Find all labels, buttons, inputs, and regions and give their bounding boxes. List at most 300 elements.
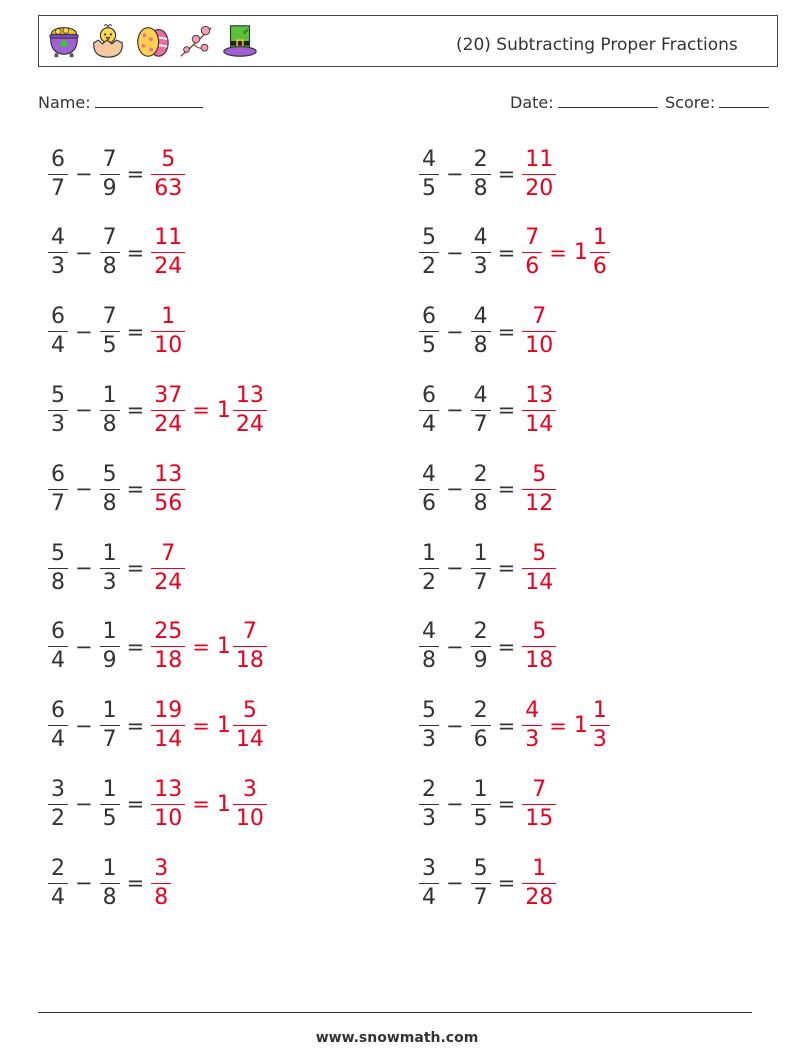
numerator: 1 <box>102 619 117 645</box>
answer <box>149 620 269 673</box>
mixed-whole: 1 <box>216 397 231 423</box>
minuend-fraction <box>46 778 70 831</box>
minus-sign: − <box>75 162 93 186</box>
numerator: 7 <box>102 146 117 172</box>
answer <box>520 226 612 279</box>
numerator: 11 <box>154 225 183 251</box>
equals-sign: = <box>497 634 516 659</box>
answer-fraction <box>520 620 558 673</box>
score-blank[interactable] <box>719 106 769 108</box>
answer-fraction <box>520 778 558 831</box>
denominator: 24 <box>151 410 185 437</box>
minuend-fraction <box>417 148 441 201</box>
numerator: 4 <box>525 698 540 724</box>
numerator: 13 <box>235 382 264 408</box>
problem-13 <box>46 617 269 677</box>
numerator: 7 <box>161 540 176 566</box>
answer <box>149 542 187 595</box>
answer <box>149 699 269 752</box>
minus-sign: − <box>75 713 93 738</box>
denominator: 10 <box>522 331 556 358</box>
numerator: 2 <box>473 146 488 172</box>
minuend-fraction <box>417 226 441 279</box>
denominator: 10 <box>151 804 185 831</box>
mixed-fraction <box>588 226 612 279</box>
denominator: 63 <box>151 174 185 201</box>
answer-fraction <box>149 857 173 910</box>
denominator: 28 <box>522 883 556 910</box>
denominator: 4 <box>48 883 68 910</box>
answer <box>520 384 558 437</box>
mixed-fraction <box>231 384 269 437</box>
footer-divider <box>38 1012 752 1013</box>
numerator: 1 <box>161 304 176 330</box>
subtrahend-fraction <box>469 226 493 279</box>
answer-fraction <box>149 148 187 201</box>
denominator: 9 <box>100 646 120 673</box>
denominator: 7 <box>471 568 491 595</box>
denominator: 56 <box>151 489 185 516</box>
minus-sign: − <box>446 871 464 896</box>
numerator: 1 <box>102 540 117 566</box>
numerator: 7 <box>102 225 117 251</box>
equals-sign: = <box>192 634 210 659</box>
equals-sign: = <box>497 162 516 186</box>
denominator: 5 <box>419 174 439 201</box>
minuend-fraction <box>417 463 441 516</box>
equals-sign: = <box>497 477 516 502</box>
numerator: 7 <box>102 304 117 330</box>
numerator: 2 <box>473 698 488 724</box>
problem-9 <box>46 459 187 519</box>
denominator: 8 <box>419 646 439 673</box>
answer <box>520 463 558 516</box>
denominator: 6 <box>590 252 610 279</box>
answer-fraction <box>520 857 558 910</box>
subtrahend-fraction <box>98 857 122 910</box>
subtrahend-fraction <box>469 699 493 752</box>
numerator: 1 <box>473 776 488 802</box>
subtrahend-fraction <box>98 463 122 516</box>
cherry-blossom-icon <box>177 22 215 60</box>
equals-sign: = <box>192 398 210 423</box>
denominator: 5 <box>100 804 120 831</box>
subtrahend-fraction <box>98 305 122 358</box>
numerator: 2 <box>473 619 488 645</box>
mixed-fraction <box>231 620 269 673</box>
problem-1 <box>46 144 187 204</box>
subtrahend-fraction <box>469 542 493 595</box>
numerator: 13 <box>154 461 183 487</box>
answer <box>149 778 269 831</box>
denominator: 5 <box>419 331 439 358</box>
answer <box>520 778 558 831</box>
minus-sign: − <box>75 319 93 344</box>
problem-18 <box>417 774 558 834</box>
numerator: 7 <box>532 776 547 802</box>
denominator: 15 <box>522 804 556 831</box>
denominator: 9 <box>471 646 491 673</box>
numerator: 19 <box>154 698 183 724</box>
equals-sign: = <box>549 713 567 738</box>
denominator: 3 <box>100 568 120 595</box>
equals-sign: = <box>126 871 145 896</box>
denominator: 6 <box>419 489 439 516</box>
worksheet-title: (20) Subtracting Proper Fractions <box>456 35 738 55</box>
denominator: 4 <box>419 410 439 437</box>
header-icons <box>45 22 259 60</box>
problem-5 <box>46 302 187 362</box>
problem-15 <box>46 696 269 756</box>
denominator: 8 <box>100 410 120 437</box>
denominator: 3 <box>471 252 491 279</box>
numerator: 11 <box>525 146 554 172</box>
numerator: 25 <box>154 619 183 645</box>
minus-sign: − <box>75 240 93 265</box>
equals-sign: = <box>126 792 145 817</box>
numerator: 5 <box>242 698 257 724</box>
numerator: 4 <box>422 461 436 487</box>
mixed-whole: 1 <box>216 713 231 739</box>
answer <box>520 620 558 673</box>
problem-7 <box>46 380 269 440</box>
minuend-fraction <box>417 778 441 831</box>
denominator: 18 <box>151 646 185 673</box>
denominator: 4 <box>419 883 439 910</box>
denominator: 8 <box>100 252 120 279</box>
chick-in-egg-icon <box>89 22 127 60</box>
denominator: 14 <box>233 725 267 752</box>
numerator: 2 <box>473 461 488 487</box>
minuend-fraction <box>417 620 441 673</box>
minuend-fraction <box>417 305 441 358</box>
equals-sign: = <box>497 398 516 423</box>
denominator: 8 <box>471 331 491 358</box>
equals-sign: = <box>126 634 145 659</box>
numerator: 1 <box>102 382 117 408</box>
numerator: 13 <box>154 776 183 802</box>
problem-2 <box>417 144 558 204</box>
minus-sign: − <box>75 634 93 659</box>
denominator: 10 <box>233 804 267 831</box>
denominator: 8 <box>471 174 491 201</box>
answer-fraction <box>520 226 544 279</box>
equals-sign: = <box>126 398 145 423</box>
score-field[interactable] <box>665 93 769 112</box>
name-label: Name: <box>38 93 91 112</box>
numerator: 5 <box>532 461 547 487</box>
denominator: 18 <box>522 646 556 673</box>
numerator: 1 <box>592 225 607 251</box>
equals-sign: = <box>549 240 567 265</box>
mixed-fraction <box>231 778 269 831</box>
denominator: 7 <box>48 489 68 516</box>
denominator: 3 <box>419 725 439 752</box>
minus-sign: − <box>446 240 464 265</box>
mixed-whole: 1 <box>573 713 588 739</box>
equals-sign: = <box>126 556 145 580</box>
numerator: 5 <box>161 146 176 172</box>
numerator: 5 <box>422 225 436 251</box>
minuend-fraction <box>46 384 70 437</box>
denominator: 8 <box>151 883 171 910</box>
numerator: 5 <box>51 382 65 408</box>
problem-10 <box>417 459 558 519</box>
minuend-fraction <box>46 305 70 358</box>
numerator: 4 <box>473 304 488 330</box>
numerator: 2 <box>51 855 65 881</box>
subtrahend-fraction <box>98 384 122 437</box>
numerator: 3 <box>242 776 257 802</box>
answer <box>149 305 187 358</box>
answer-fraction <box>149 542 187 595</box>
denominator: 6 <box>522 252 542 279</box>
numerator: 4 <box>473 382 488 408</box>
equals-sign: = <box>126 319 145 344</box>
subtrahend-fraction <box>98 620 122 673</box>
minuend-fraction <box>417 857 441 910</box>
problem-20 <box>417 853 558 913</box>
denominator: 7 <box>48 174 68 201</box>
denominator: 12 <box>522 489 556 516</box>
answer <box>149 857 173 910</box>
minuend-fraction <box>46 620 70 673</box>
answer-fraction <box>149 226 187 279</box>
minus-sign: − <box>446 162 464 186</box>
equals-sign: = <box>126 713 145 738</box>
equals-sign: = <box>126 477 145 502</box>
numerator: 1 <box>532 855 547 881</box>
minuend-fraction <box>46 542 70 595</box>
numerator: 4 <box>51 225 65 251</box>
denominator: 3 <box>48 252 68 279</box>
numerator: 6 <box>51 698 65 724</box>
denominator: 5 <box>471 804 491 831</box>
date-field[interactable] <box>510 93 658 112</box>
numerator: 7 <box>532 304 547 330</box>
minuend-fraction <box>46 857 70 910</box>
numerator: 1 <box>592 698 607 724</box>
equals-sign: = <box>497 319 516 344</box>
answer <box>149 148 187 201</box>
subtrahend-fraction <box>98 226 122 279</box>
name-field[interactable] <box>38 93 203 112</box>
answer <box>149 463 187 516</box>
numerator: 7 <box>525 225 540 251</box>
minus-sign: − <box>75 871 93 896</box>
date-blank[interactable] <box>558 106 658 108</box>
subtrahend-fraction <box>469 305 493 358</box>
numerator: 7 <box>242 619 257 645</box>
denominator: 8 <box>100 489 120 516</box>
minuend-fraction <box>46 226 70 279</box>
denominator: 14 <box>522 410 556 437</box>
subtrahend-fraction <box>469 148 493 201</box>
numerator: 3 <box>154 855 169 881</box>
numerator: 37 <box>154 382 183 408</box>
numerator: 4 <box>422 146 436 172</box>
denominator: 20 <box>522 174 556 201</box>
equals-sign: = <box>497 713 516 738</box>
mixed-whole: 1 <box>216 634 231 660</box>
denominator: 8 <box>471 489 491 516</box>
answer <box>520 542 558 595</box>
denominator: 2 <box>419 568 439 595</box>
problem-12 <box>417 538 558 598</box>
denominator: 8 <box>48 568 68 595</box>
minuend-fraction <box>46 699 70 752</box>
answer <box>520 148 558 201</box>
minuend-fraction <box>46 148 70 201</box>
denominator: 24 <box>151 568 185 595</box>
subtrahend-fraction <box>98 542 122 595</box>
minus-sign: − <box>75 556 93 580</box>
minus-sign: − <box>446 319 464 344</box>
answer <box>520 305 558 358</box>
denominator: 8 <box>100 883 120 910</box>
denominator: 5 <box>100 331 120 358</box>
numerator: 1 <box>102 776 117 802</box>
problem-19 <box>46 853 173 913</box>
subtrahend-fraction <box>469 384 493 437</box>
equals-sign: = <box>497 240 516 265</box>
answer-fraction <box>520 463 558 516</box>
equals-sign: = <box>192 792 210 817</box>
denominator: 3 <box>419 804 439 831</box>
denominator: 7 <box>100 725 120 752</box>
equals-sign: = <box>126 162 145 186</box>
equals-sign: = <box>126 240 145 265</box>
minus-sign: − <box>75 398 93 423</box>
mixed-fraction <box>231 699 269 752</box>
numerator: 5 <box>473 855 488 881</box>
answer-fraction <box>149 699 187 752</box>
numerator: 1 <box>102 855 117 881</box>
numerator: 6 <box>51 146 65 172</box>
minus-sign: − <box>75 477 93 502</box>
answer <box>149 384 269 437</box>
denominator: 14 <box>151 725 185 752</box>
date-label: Date: <box>510 93 554 112</box>
numerator: 4 <box>422 619 436 645</box>
denominator: 24 <box>151 252 185 279</box>
problem-14 <box>417 617 558 677</box>
subtrahend-fraction <box>98 148 122 201</box>
answer-fraction <box>520 699 544 752</box>
denominator: 4 <box>48 725 68 752</box>
numerator: 6 <box>422 382 436 408</box>
equals-sign: = <box>497 871 516 896</box>
denominator: 7 <box>471 883 491 910</box>
denominator: 10 <box>151 331 185 358</box>
minus-sign: − <box>446 556 464 580</box>
subtrahend-fraction <box>469 463 493 516</box>
mixed-whole: 1 <box>216 791 231 817</box>
numerator: 13 <box>525 382 554 408</box>
numerator: 6 <box>51 619 65 645</box>
subtrahend-fraction <box>98 699 122 752</box>
answer <box>520 857 558 910</box>
answer-fraction <box>520 305 558 358</box>
equals-sign: = <box>497 556 516 580</box>
denominator: 7 <box>471 410 491 437</box>
problem-6 <box>417 302 558 362</box>
denominator: 2 <box>48 804 68 831</box>
pot-of-gold-icon <box>45 22 83 60</box>
answer-fraction <box>149 305 187 358</box>
numerator: 5 <box>102 461 117 487</box>
minus-sign: − <box>446 634 464 659</box>
worksheet-header <box>38 15 778 67</box>
answer-fraction <box>149 463 187 516</box>
numerator: 1 <box>473 540 488 566</box>
denominator: 4 <box>48 646 68 673</box>
subtrahend-fraction <box>98 778 122 831</box>
numerator: 5 <box>51 540 65 566</box>
problem-17 <box>46 774 269 834</box>
minus-sign: − <box>446 713 464 738</box>
subtrahend-fraction <box>469 620 493 673</box>
denominator: 14 <box>522 568 556 595</box>
leprechaun-hat-icon <box>221 22 259 60</box>
minus-sign: − <box>446 398 464 423</box>
minuend-fraction <box>417 699 441 752</box>
footer-url: www.snowmath.com <box>315 1030 479 1046</box>
answer <box>520 699 612 752</box>
numerator: 5 <box>422 698 436 724</box>
answer <box>149 226 187 279</box>
denominator: 3 <box>590 725 610 752</box>
easter-egg-icon <box>133 22 171 60</box>
denominator: 2 <box>419 252 439 279</box>
mixed-whole: 1 <box>573 240 588 266</box>
problem-8 <box>417 380 558 440</box>
numerator: 6 <box>51 461 65 487</box>
score-label: Score: <box>665 93 716 112</box>
denominator: 9 <box>100 174 120 201</box>
minuend-fraction <box>417 542 441 595</box>
problem-3 <box>46 223 187 283</box>
numerator: 3 <box>51 776 65 802</box>
denominator: 24 <box>233 410 267 437</box>
denominator: 3 <box>48 410 68 437</box>
answer-fraction <box>520 542 558 595</box>
problem-4 <box>417 223 612 283</box>
answer-fraction <box>520 384 558 437</box>
answer-fraction <box>149 384 187 437</box>
numerator: 6 <box>51 304 65 330</box>
name-blank[interactable] <box>95 106 203 108</box>
answer-fraction <box>149 778 187 831</box>
numerator: 3 <box>422 855 436 881</box>
minus-sign: − <box>446 477 464 502</box>
equals-sign: = <box>497 792 516 817</box>
numerator: 4 <box>473 225 488 251</box>
subtrahend-fraction <box>469 778 493 831</box>
mixed-fraction <box>588 699 612 752</box>
minus-sign: − <box>446 792 464 817</box>
numerator: 6 <box>422 304 436 330</box>
problem-11 <box>46 538 187 598</box>
minuend-fraction <box>417 384 441 437</box>
answer-fraction <box>149 620 187 673</box>
numerator: 5 <box>532 540 547 566</box>
minus-sign: − <box>75 792 93 817</box>
numerator: 5 <box>532 619 547 645</box>
equals-sign: = <box>192 713 210 738</box>
denominator: 6 <box>471 725 491 752</box>
denominator: 4 <box>48 331 68 358</box>
